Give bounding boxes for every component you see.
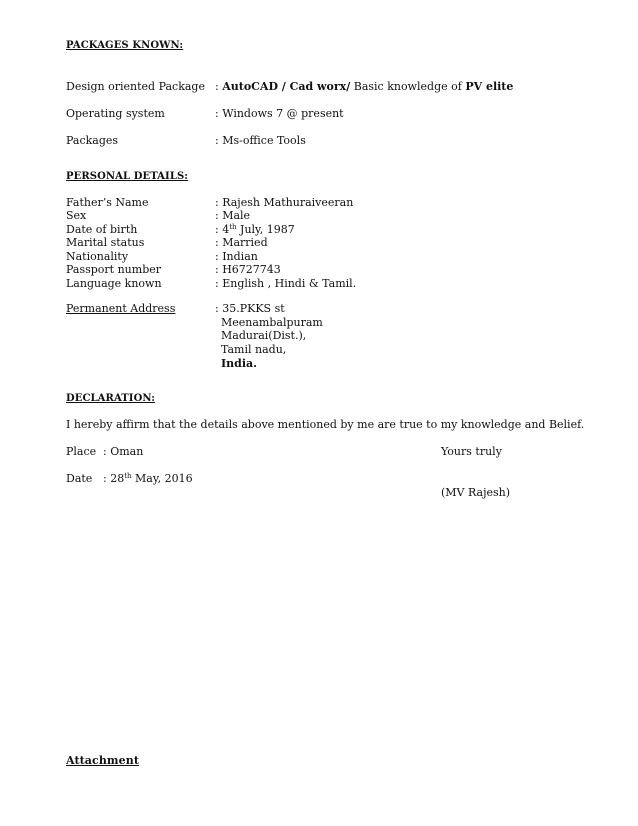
design-package-label: Design oriented Package bbox=[66, 80, 205, 93]
language-value: : English , Hindi & Tamil. bbox=[215, 277, 357, 290]
dob-month-year: July, 1987 bbox=[236, 223, 295, 236]
address-line-3: Madurai(Dist.), bbox=[221, 329, 307, 342]
fathers-name-label: Father’s Name bbox=[66, 196, 149, 209]
attachment-heading: Attachment bbox=[66, 754, 140, 767]
sex-value: : Male bbox=[215, 209, 251, 222]
date-label: Date bbox=[66, 472, 93, 485]
address-line-1: : 35.PKKS st bbox=[215, 302, 285, 315]
marital-status-label: Marital status bbox=[66, 236, 145, 249]
address-line-5: India. bbox=[221, 357, 257, 370]
design-prefix: : bbox=[215, 80, 223, 93]
dob-day: : 4 bbox=[215, 223, 230, 236]
design-package-value bbox=[215, 80, 513, 93]
yours-truly: Yours truly bbox=[441, 445, 502, 458]
marital-status-value: : Married bbox=[215, 236, 268, 249]
personal-details-heading: PERSONAL DETAILS: bbox=[66, 171, 189, 182]
design-mid-text: Basic knowledge of bbox=[350, 80, 466, 93]
packages-label: Packages bbox=[66, 134, 119, 147]
address-line-4: Tamil nadu, bbox=[221, 343, 287, 356]
declaration-text: I hereby affirm that the details above mentioned by me are true to my knowledge and Belief. bbox=[66, 418, 585, 431]
design-bold-pvelite: PV elite bbox=[465, 80, 514, 93]
fathers-name-value: : Rajesh Mathuraiveeran bbox=[215, 196, 354, 209]
passport-value: : H6727743 bbox=[215, 263, 281, 276]
declaration-heading: DECLARATION: bbox=[66, 393, 156, 404]
date-value bbox=[103, 472, 193, 485]
packages-heading: PACKAGES KNOWN: bbox=[66, 40, 184, 51]
date-suffix: th bbox=[124, 472, 132, 480]
date-month-year: May, 2016 bbox=[131, 472, 193, 485]
place-label: Place bbox=[66, 445, 97, 458]
os-label: Operating system bbox=[66, 107, 165, 120]
signature-name: (MV Rajesh) bbox=[441, 486, 511, 499]
passport-label: Passport number bbox=[66, 263, 162, 276]
nationality-value: : Indian bbox=[215, 250, 258, 263]
nationality-label: Nationality bbox=[66, 250, 129, 263]
sex-label: Sex bbox=[66, 209, 87, 222]
date-day: : 28 bbox=[103, 472, 125, 485]
permanent-address-label: Permanent Address bbox=[66, 302, 176, 315]
dob-suffix: th bbox=[229, 223, 237, 231]
dob-label: Date of birth bbox=[66, 223, 138, 236]
dob-value bbox=[215, 223, 295, 236]
packages-value: : Ms-office Tools bbox=[215, 134, 306, 147]
place-value: : Oman bbox=[103, 445, 144, 458]
language-label: Language known bbox=[66, 277, 162, 290]
os-value: : Windows 7 @ present bbox=[215, 107, 344, 120]
design-bold-autocad: AutoCAD / Cad worx/ bbox=[222, 80, 351, 93]
address-line-2: Meenambalpuram bbox=[221, 316, 323, 329]
